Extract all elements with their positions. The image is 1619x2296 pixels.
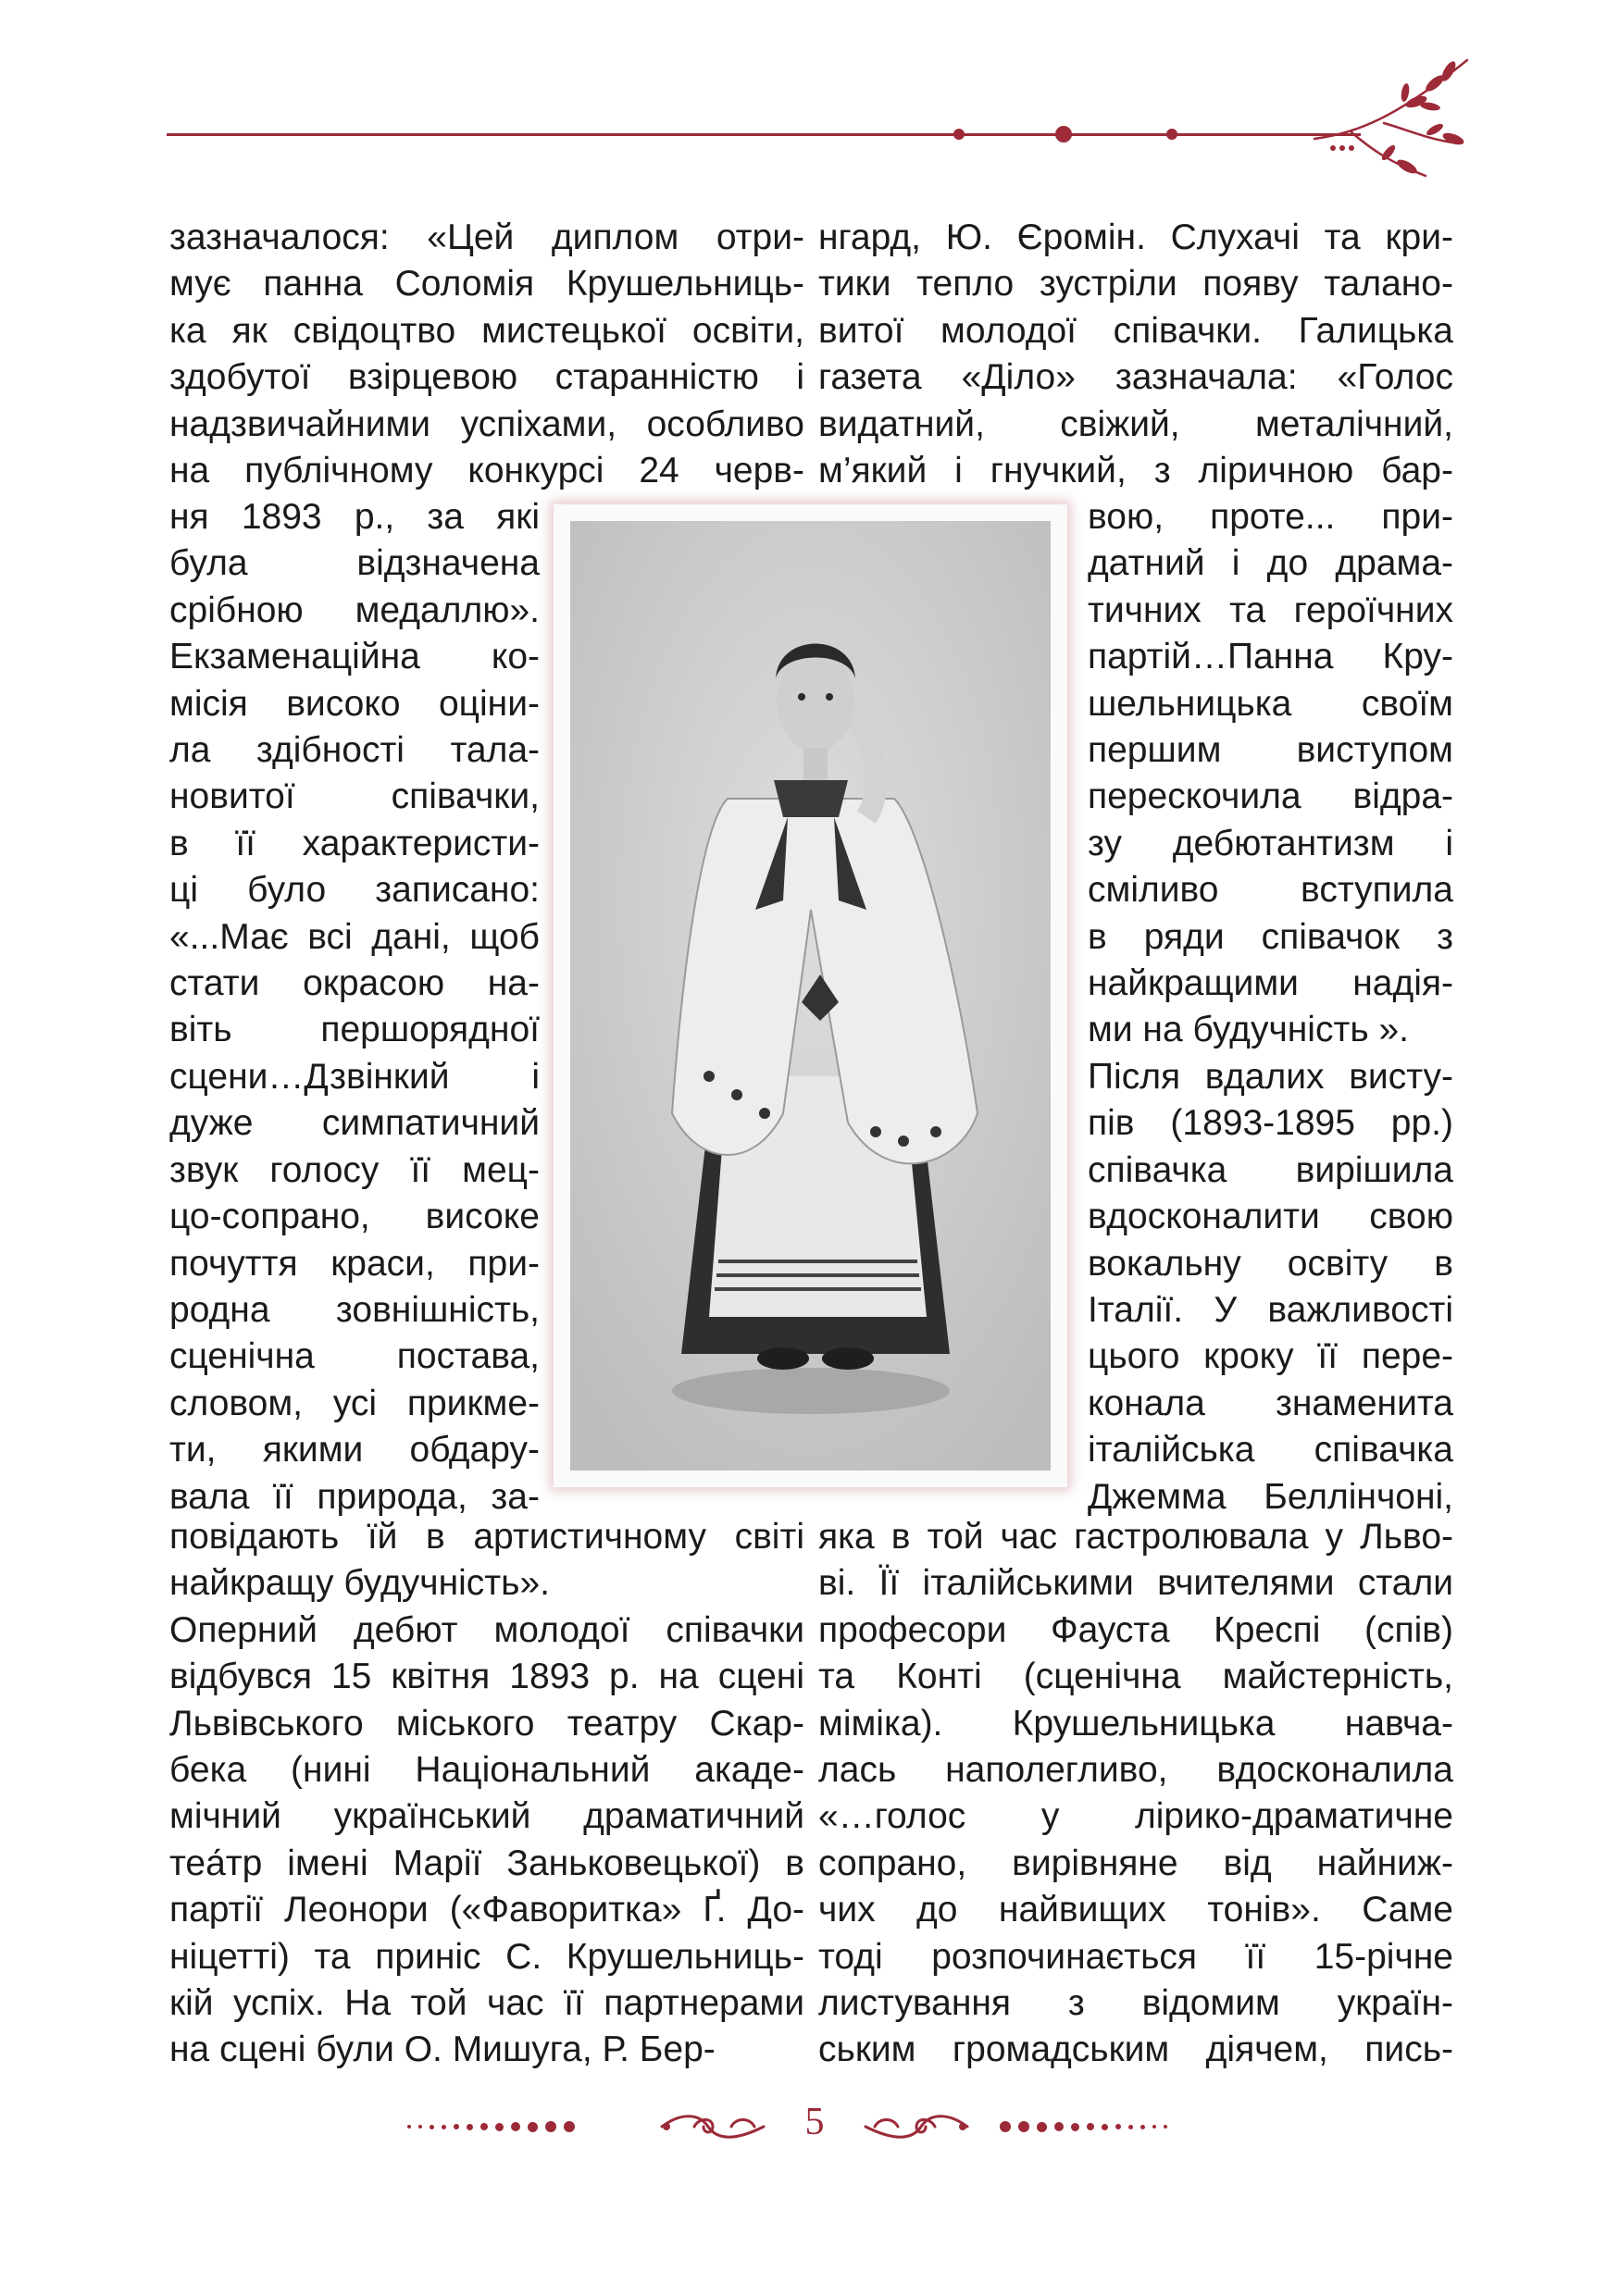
- right-column-narrow: [1088, 494, 1453, 1520]
- text-line: цо-сопрано, високе: [169, 1197, 540, 1237]
- footer-dots-right: [1000, 2121, 1167, 2132]
- text-line: тичних та героїчних: [1088, 590, 1453, 630]
- text-line: сцени…Дзвінкий і: [169, 1056, 540, 1097]
- text-line: датний і до драма-: [1088, 543, 1453, 584]
- text-line: «…голос у лірико-драматичне: [818, 1796, 1453, 1837]
- right-column-top: [818, 215, 1453, 494]
- text-line: кій успіх. На той час її партнерами: [169, 1983, 804, 2024]
- text-line: здобутої взірцевою старанністю і: [169, 357, 804, 398]
- text-line: в ряди співачок з: [1088, 916, 1453, 957]
- text-line: газета «Діло» зазначала: «Голос: [818, 357, 1453, 398]
- text-line: сценічна постава,: [169, 1336, 540, 1377]
- portrait-photo: [570, 521, 1051, 1471]
- text-line: першим виступом: [1088, 730, 1453, 771]
- text-line: вала її природа, за-: [169, 1476, 540, 1517]
- text-line: тики тепло зустріли появу талано-: [818, 264, 1453, 304]
- text-line: та Конті (сценічна майстерність,: [818, 1657, 1453, 1697]
- left-column-narrow: [169, 494, 540, 1520]
- text-line: листування з відомим україн-: [818, 1983, 1453, 2024]
- text-line: в її характеристи-: [169, 823, 540, 863]
- text-line: Львівського міського театру Скар-: [169, 1703, 804, 1744]
- photo-frame: [554, 504, 1067, 1487]
- text-line: яка в той час гастролювала у Льво-: [818, 1517, 1453, 1557]
- text-line: повідають їй в артистичному світі: [169, 1517, 804, 1557]
- scroll-flourish-icon: [861, 2108, 972, 2145]
- text-line: лась наполегливо, вдосконалила: [818, 1750, 1453, 1791]
- text-line: мічний український драматичний: [169, 1796, 804, 1837]
- text-line: сміливо вступила: [1088, 870, 1453, 911]
- text-line: міміка). Крушельницька навча-: [818, 1703, 1453, 1744]
- text-line: звук голосу її мец-: [169, 1149, 540, 1190]
- text-line: словом, усі прикме-: [169, 1383, 540, 1423]
- text-line: Італії. У важливості: [1088, 1289, 1453, 1330]
- text-line: тоді розпочинається її 15-річне: [818, 1936, 1453, 1977]
- text-line: відбувся 15 квітня 1893 р. на сцені: [169, 1657, 804, 1697]
- header-dot: [953, 129, 965, 140]
- header-dot: [1055, 126, 1072, 143]
- text-line: ла здібності тала-: [169, 730, 540, 771]
- text-line: теа́тр імені Марії Заньковецької) в: [169, 1843, 804, 1883]
- text-line: зу дебютантизм і: [1088, 823, 1453, 863]
- text-line: видатний, свіжий, металічний,: [818, 403, 1453, 444]
- text-line: ка як свідоцтво мистецької освіти,: [169, 310, 804, 351]
- text-line: віть першорядної: [169, 1010, 540, 1050]
- text-line: конала знаменита: [1088, 1383, 1453, 1423]
- text-line: партій…Панна Кру-: [1088, 637, 1453, 677]
- text-line: витої молодої співачки. Галицька: [818, 310, 1453, 351]
- text-line: ці було записано:: [169, 870, 540, 911]
- text-line: партії Леонори («Фаворитка» Ґ. До-: [169, 1890, 804, 1930]
- floral-branch-icon: [1296, 51, 1481, 190]
- text-line: Джемма Беллінчоні,: [1088, 1476, 1453, 1517]
- text-line: Після вдалих висту-: [1088, 1056, 1453, 1097]
- left-column-bottom: [169, 1514, 804, 2074]
- text-line: надзвичайними успіхами, особливо: [169, 403, 804, 444]
- text-line: шельницька своїм: [1088, 683, 1453, 724]
- text-line: «...Має всі дані, щоб: [169, 916, 540, 957]
- text-line: найкращими надія-: [1088, 963, 1453, 1004]
- text-line: м’який і гнучкий, з ліричною бар-: [818, 451, 1453, 491]
- header-dot: [1166, 129, 1177, 140]
- text-line: була відзначена: [169, 543, 540, 584]
- text-line: ві. Її італійськими вчителями стали: [818, 1563, 1453, 1604]
- text-line: вокальну освіту в: [1088, 1243, 1453, 1284]
- text-line: ніцетті) та приніс С. Крушельниць-: [169, 1936, 804, 1977]
- footer-dots-left: [407, 2121, 575, 2132]
- text-line: професори Фауста Креспі (спів): [818, 1609, 1453, 1650]
- page-number: 5: [804, 2101, 825, 2143]
- text-line: місія високо оціни-: [169, 683, 540, 724]
- text-line: мує панна Соломія Крушельниць-: [169, 264, 804, 304]
- text-line: дуже симпатичний: [169, 1103, 540, 1144]
- text-line: чих до найвищих тонів». Саме: [818, 1890, 1453, 1930]
- text-line: на публічному конкурсі 24 черв-: [169, 451, 804, 491]
- text-line: співачка вирішила: [1088, 1149, 1453, 1190]
- text-line: Оперний дебют молодої співачки: [169, 1609, 804, 1650]
- text-line: зазначалося: «Цей диплом отри-: [169, 217, 804, 257]
- text-line: італійська співачка: [1088, 1430, 1453, 1471]
- text-line: ня 1893 р., за які: [169, 497, 540, 537]
- text-line: родна зовнішність,: [169, 1289, 540, 1330]
- text-line: сопрано, вирівняне від найниж-: [818, 1843, 1453, 1883]
- text-line: бека (нині Національний акаде-: [169, 1750, 804, 1791]
- text-line: нгард, Ю. Єромін. Слухачі та кри-: [818, 217, 1453, 257]
- text-line: ми на будучність ».: [1088, 1010, 1410, 1050]
- footer: [407, 2099, 1222, 2154]
- text-line: цього кроку її пере-: [1088, 1336, 1453, 1377]
- text-line: почуття краси, при-: [169, 1243, 540, 1284]
- text-line: ти, якими обдару-: [169, 1430, 540, 1471]
- header-rule: [167, 133, 1361, 136]
- right-column-bottom: [818, 1514, 1453, 2074]
- text-line: пів (1893-1895 рр.): [1088, 1103, 1453, 1144]
- left-column-top: [169, 215, 804, 494]
- text-line: ським громадським діячем, пись-: [818, 2029, 1453, 2070]
- text-line: новитої співачки,: [169, 776, 540, 817]
- text-line: перескочила відра-: [1088, 776, 1453, 817]
- text-line: Екзаменаційна ко-: [169, 637, 540, 677]
- text-line: на сцені були О. Мишуга, Р. Бер-: [169, 2029, 716, 2070]
- text-line: вою, проте... при-: [1088, 497, 1453, 537]
- text-line: стати окрасою на-: [169, 963, 540, 1004]
- text-line: найкращу будучність».: [169, 1563, 550, 1604]
- text-line: вдосконалити свою: [1088, 1197, 1453, 1237]
- text-line: срібною медаллю».: [169, 590, 540, 630]
- scroll-flourish-icon: [657, 2108, 768, 2145]
